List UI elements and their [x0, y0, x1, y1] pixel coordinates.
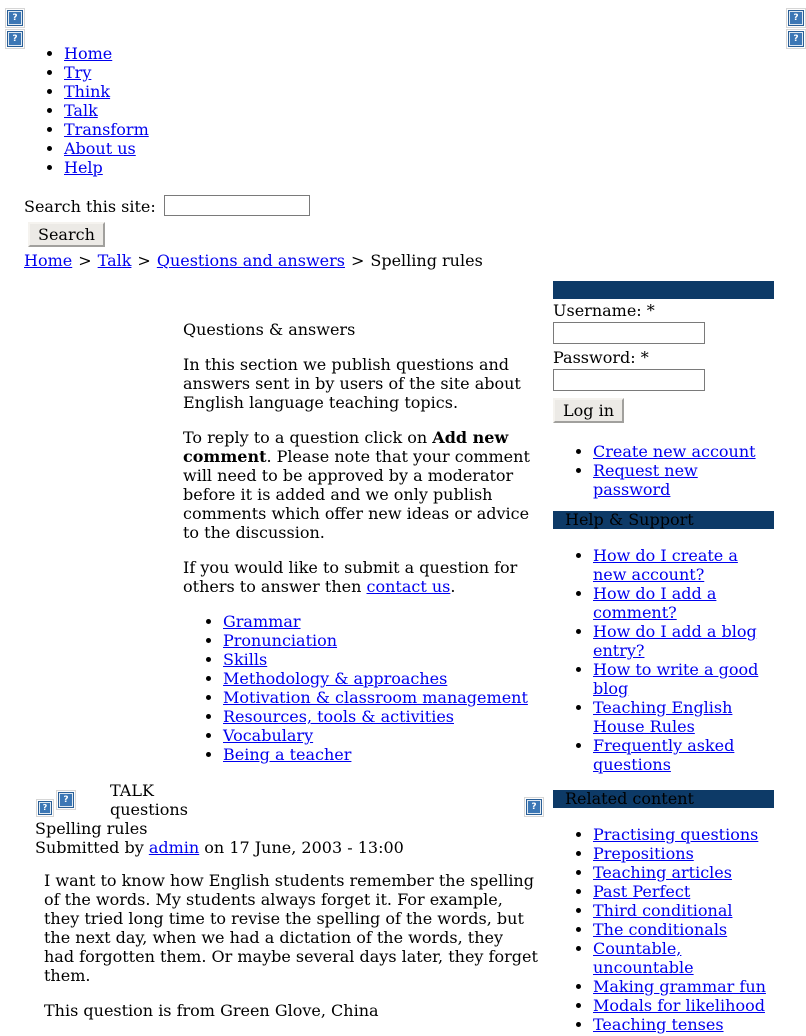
- related-link-teaching-tenses[interactable]: Teaching tenses: [593, 1015, 724, 1034]
- password-label: Password: *: [553, 348, 649, 367]
- intro-paragraph: In this section we publish questions and answers sent in by users of the site about English language teaching topics.: [183, 355, 521, 412]
- list-item: [593, 660, 774, 698]
- topic-item: [223, 688, 548, 707]
- broken-image-icon: ?: [36, 799, 54, 817]
- nav-link-help[interactable]: Help: [64, 158, 103, 177]
- broken-image-icon: ?: [5, 29, 25, 49]
- breadcrumb-separator: >: [78, 251, 92, 270]
- topic-item: [223, 612, 548, 631]
- list-item: [593, 698, 774, 736]
- topic-item: [223, 669, 548, 688]
- topic-link-resources[interactable]: Resources, tools & activities: [223, 707, 454, 726]
- nav-link-about-us[interactable]: About us: [64, 139, 136, 158]
- nav-link-talk[interactable]: Talk: [64, 101, 98, 120]
- topic-link-being-a-teacher[interactable]: Being a teacher: [223, 745, 352, 764]
- post-body: [44, 871, 538, 1036]
- breadcrumb-separator: >: [137, 251, 151, 270]
- related-link-the-conditionals[interactable]: The conditionals: [593, 920, 728, 939]
- contact-us-link[interactable]: contact us: [366, 577, 451, 596]
- request-new-password-link[interactable]: Request new password: [593, 461, 698, 499]
- related-link-practising-questions[interactable]: Practising questions: [593, 825, 759, 844]
- login-links-list: [553, 442, 774, 499]
- topic-link-grammar[interactable]: Grammar: [223, 612, 301, 631]
- primary-nav: [24, 44, 149, 177]
- topic-item: [223, 726, 548, 745]
- related-link-prepositions[interactable]: Prepositions: [593, 844, 694, 863]
- related-link-third-conditional[interactable]: Third conditional: [593, 901, 733, 920]
- password-field[interactable]: [553, 369, 705, 391]
- help-support-block: [553, 511, 774, 774]
- broken-image-icon: ?: [524, 797, 544, 817]
- list-item: [593, 622, 774, 660]
- search-label: Search this site:: [24, 197, 156, 216]
- broken-image-icon: ?: [5, 8, 25, 28]
- list-item: [593, 736, 774, 774]
- help-support-header: Help & Support: [553, 511, 774, 529]
- breadcrumb-link-talk[interactable]: Talk: [97, 251, 132, 270]
- user-login-block: [553, 281, 774, 499]
- topic-link-motivation[interactable]: Motivation & classroom management: [223, 688, 528, 707]
- username-field[interactable]: [553, 322, 705, 344]
- post-byline: Submitted by admin on 17 June, 2003 - 13:00: [35, 838, 404, 857]
- question-source: This question is from Green Glove, China: [44, 1001, 379, 1020]
- nav-link-think[interactable]: Think: [64, 82, 111, 101]
- related-link-modals-for-likelihood[interactable]: Modals for likelihood: [593, 996, 765, 1015]
- topics-list: [183, 612, 548, 764]
- nav-item-home: [64, 44, 149, 63]
- log-in-button[interactable]: Log in: [553, 398, 624, 423]
- help-link-house-rules[interactable]: Teaching English House Rules: [593, 698, 733, 736]
- username-label: Username: *: [553, 301, 655, 320]
- author-link[interactable]: admin: [148, 838, 200, 857]
- help-link-write-good-blog[interactable]: How to write a good blog: [593, 660, 759, 698]
- breadcrumb-separator: >: [350, 251, 365, 270]
- header-logo-icons-left: [5, 8, 25, 49]
- breadcrumb-link-home[interactable]: Home: [24, 251, 73, 270]
- nav-link-transform[interactable]: Transform: [64, 120, 149, 139]
- search-input[interactable]: [164, 195, 310, 216]
- nav-item-help: [64, 158, 149, 177]
- topic-link-vocabulary[interactable]: Vocabulary: [223, 726, 314, 745]
- create-new-account-link[interactable]: Create new account: [593, 442, 756, 461]
- user-login-header: [553, 281, 774, 299]
- related-link-making-grammar-fun[interactable]: Making grammar fun: [593, 977, 766, 996]
- related-link-countable-uncountable[interactable]: Countable, uncountable: [593, 939, 694, 977]
- nav-item-transform: [64, 120, 149, 139]
- help-link-create-account[interactable]: How do I create a new account?: [593, 546, 738, 584]
- talk-questions-banner: TALK questions: [110, 781, 188, 819]
- broken-image-icon: ?: [786, 8, 806, 28]
- topic-link-skills[interactable]: Skills: [223, 650, 268, 669]
- nav-item-about-us: [64, 139, 149, 158]
- nav-item-talk: [64, 101, 149, 120]
- topic-link-pronunciation[interactable]: Pronunciation: [223, 631, 338, 650]
- help-support-list: [553, 546, 774, 774]
- broken-image-icon: ?: [56, 790, 76, 810]
- help-link-add-comment[interactable]: How do I add a comment?: [593, 584, 717, 622]
- section-title: Questions & answers: [183, 320, 356, 339]
- topic-item: [223, 745, 548, 764]
- list-item: [593, 442, 774, 461]
- list-item: [593, 584, 774, 622]
- reply-instructions-paragraph: To reply to a question click on Add new comment. Please note that your comment will need to be approved by a moderator before it is added and we only publish comments which offer new ideas or advice to the discussion.: [183, 428, 530, 542]
- related-content-header: Related content: [553, 790, 774, 808]
- help-link-add-blog-entry[interactable]: How do I add a blog entry?: [593, 622, 757, 660]
- topic-item: [223, 631, 548, 650]
- submit-question-paragraph: If you would like to submit a question for others to answer then contact us.: [183, 558, 518, 596]
- broken-image-icon: ?: [786, 29, 806, 49]
- header-logo-icons-right: [786, 8, 806, 49]
- main-content: [183, 320, 548, 764]
- nav-link-try[interactable]: Try: [64, 63, 92, 82]
- breadcrumb-current: Spelling rules: [370, 251, 483, 270]
- topic-item: [223, 650, 548, 669]
- related-link-past-perfect[interactable]: Past Perfect: [593, 882, 691, 901]
- question-text: I want to know how English students remember the spelling of the words. My students always forget it. For example, they tried long time to revise the spelling of the words, but the next day, when we had a dictation of the words, they had forgotten them. Or maybe several days later, they forget them.: [44, 871, 538, 985]
- list-item: [593, 546, 774, 584]
- related-link-teaching-articles[interactable]: Teaching articles: [593, 863, 732, 882]
- question-post: [0, 780, 800, 1024]
- post-title: Spelling rules: [35, 819, 148, 838]
- add-new-comment-emphasis: Add new comment: [183, 428, 509, 466]
- list-item: [593, 461, 774, 499]
- help-link-faq[interactable]: Frequently asked questions: [593, 736, 735, 774]
- topic-item: [223, 707, 548, 726]
- nav-item-think: [64, 82, 149, 101]
- nav-item-try: [64, 63, 149, 82]
- breadcrumb: [24, 251, 483, 270]
- breadcrumb-link-questions-and-answers[interactable]: Questions and answers: [156, 251, 345, 270]
- nav-link-home[interactable]: Home: [64, 44, 113, 63]
- topic-link-methodology[interactable]: Methodology & approaches: [223, 669, 448, 688]
- search-button[interactable]: Search: [28, 222, 105, 247]
